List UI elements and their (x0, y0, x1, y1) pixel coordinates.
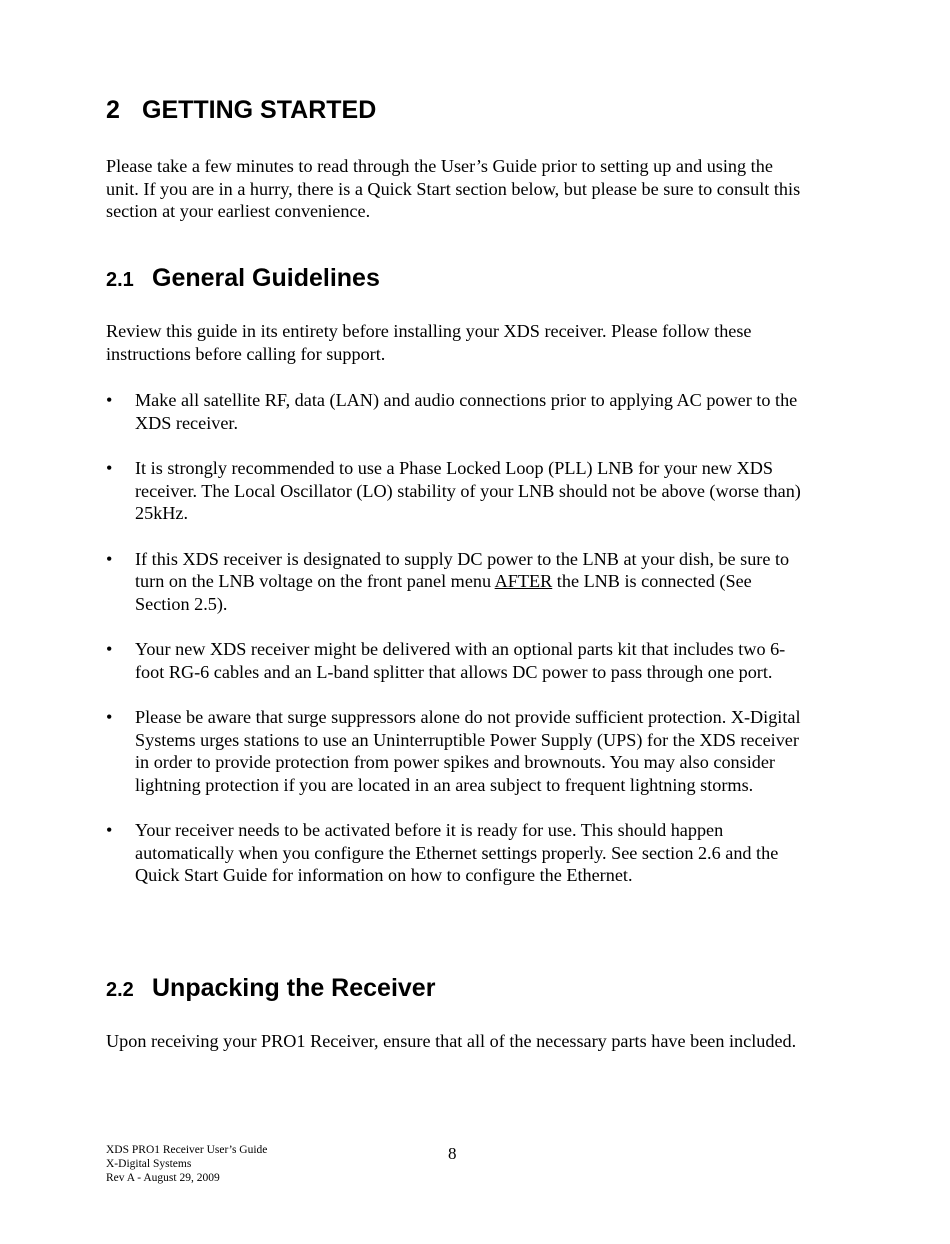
footer-company: X-Digital Systems (106, 1158, 192, 1170)
unpacking-intro-paragraph: Upon receiving your PRO1 Receiver, ensure that all of the necessary parts have been included. (106, 1031, 797, 1051)
list-item (106, 819, 806, 887)
footer-revision: Rev A - August 29, 2009 (106, 1172, 220, 1184)
subsection-number: 2.2 (106, 979, 134, 1001)
subsection-title: Unpacking the Receiver (152, 974, 436, 1002)
list-item (106, 548, 806, 616)
bullet-icon: • (106, 707, 113, 727)
list-item-text: Your receiver needs to be activated before it is ready for use. This should happen automatically when you configure the Ethernet settings properly. See section 2.6 and the Quick Start Guide for information on how to configure the Ethernet. (135, 820, 779, 885)
page-number: 8 (448, 1144, 457, 1163)
bullet-icon: • (106, 390, 113, 410)
list-item (106, 706, 806, 796)
subsection-number: 2.1 (106, 269, 134, 291)
footer-doc-title: XDS PRO1 Receiver User’s Guide (106, 1144, 268, 1156)
list-item-text: Your new XDS receiver might be delivered with an optional parts kit that includes two 6-foot RG-6 cables and an L-band splitter that allows DC power to pass through one port. (135, 639, 786, 682)
subsection-heading-general-guidelines (106, 264, 380, 293)
list-item-text: It is strongly recommended to use a Phase Locked Loop (PLL) LNB for your new XDS receiver. The Local Oscillator (LO) stability of your LNB should not be above (worse than) 25kHz. (135, 458, 801, 523)
guidelines-bullet-list (106, 389, 806, 910)
list-item-text: Make all satellite RF, data (LAN) and audio connections prior to applying AC power to the XDS receiver. (135, 390, 798, 433)
section-heading (106, 96, 376, 125)
list-item-text: Please be aware that surge suppressors alone do not provide sufficient protection. X-Digital Systems urges stations to use an Uninterruptible Power Supply (UPS) for the XDS receiver in order to provide protection from power spikes and brownouts. You may also consider lightning protection if you are located in an area subject to frequent lightning storms. (135, 707, 801, 795)
page-footer (106, 1143, 267, 1185)
section-title: GETTING STARTED (142, 96, 377, 124)
list-item-text-post: the LNB is connected (See Section 2.5). (135, 571, 752, 614)
list-item-text-pre: If this XDS receiver is designated to supply DC power to the LNB at your dish, be sure to turn on the LNB voltage on the front panel menu (135, 548, 790, 591)
guidelines-intro-paragraph: Review this guide in its entirety before installing your XDS receiver. Please follow these instructions before calling for support. (106, 321, 752, 364)
bullet-icon: • (106, 820, 113, 840)
subsection-heading-unpacking (106, 974, 435, 1003)
bullet-icon: • (106, 548, 113, 569)
list-item (106, 457, 806, 525)
bullet-icon: • (106, 458, 113, 478)
list-item-emphasis: AFTER (494, 571, 553, 591)
subsection-title: General Guidelines (152, 264, 380, 292)
section-number: 2 (106, 96, 120, 124)
section-intro-paragraph: Please take a few minutes to read through the User’s Guide prior to setting up and using the unit. If you are in a hurry, there is a Quick Start section below, but please be sure to consult this section at your earliest convenience. (106, 156, 801, 221)
list-item (106, 638, 806, 683)
bullet-icon: • (106, 639, 113, 659)
list-item (106, 389, 806, 434)
